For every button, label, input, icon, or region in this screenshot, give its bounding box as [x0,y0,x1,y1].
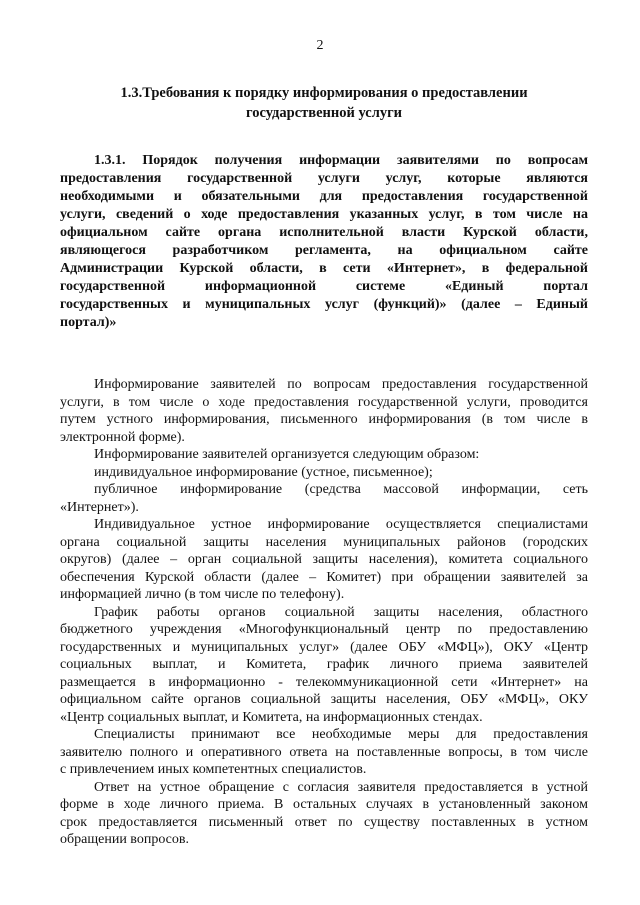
clause-1-3-1 [60,152,588,332]
body-text [60,376,588,849]
body-line: обращении вопросов. [60,832,189,847]
clause-line: необходимыми и обязательными для предоставления государственной [60,189,588,204]
body-line: Индивидуальное устное информирование осуществляется специалистами [94,517,588,532]
heading-line: государственной услуги [245,105,403,121]
body-line: индивидуальное информирование (устное, письменное); [94,464,433,480]
body-line: «Центр социальных выплат, и Комитета, на информационных стендах. [60,709,483,725]
body-line: Ответ на устное обращение с согласия заявителя предоставляется в устной [94,779,588,795]
body-line: официальном сайте органов социальной защиты населения, ОБУ «МФЦ», ОКУ [60,692,588,707]
section-heading [60,83,588,123]
heading-line: 1.3.Требования к порядку информирования о предоставлении [120,85,528,101]
body-line: государственных и муниципальных услуг» (далее ОБУ «МФЦ»), ОКУ «Центр [60,639,588,655]
clause-line: 1.3.1. Порядок получения информации заявителями по вопросам [94,153,588,168]
clause-line: предоставления государственной услуги услуг, которые являются [60,171,588,186]
body-line: Информирование заявителей организуется следующим образом: [94,447,480,462]
body-line: органа социальной защиты населения муниципальных районов (городских [60,534,588,550]
body-line: округов) (далее – орган социальной защиты населения), комитета социального [60,552,588,567]
body-line: размещается в информационно - телекоммуникационной сети «Интернет» на [60,674,588,690]
clause-line: официальном сайте органа исполнительной власти Курской области, [60,225,588,240]
body-line: с привлечением иных компетентных специалистов. [60,762,367,777]
body-line: обеспечения Курской области (далее – Комитет) при обращении заявителей за [60,569,588,585]
body-line: Информирование заявителей по вопросам предоставления государственной [94,377,588,392]
body-line: бюджетного учреждения «Многофункциональный центр по предоставлению [60,622,588,637]
page-number: 2 [316,38,324,53]
clause-line: государственной информационной системе «Единый портал [60,279,588,294]
body-line: График работы органов социальной защиты населения, областного [94,604,588,620]
clause-line: государственных и муниципальных услуг (функций)» (далее – Единый [60,297,588,312]
body-line: форме в ходе личного приема. В остальных случаях в установленный законом [60,797,588,812]
body-line: срок предоставляется письменный ответ по существу поставленных в устном [60,814,588,830]
body-line: информацией лично (в том числе по телефону). [60,587,345,602]
clause-line: услуги, сведений о ходе предоставления указанных услуг, в том числе на [60,207,588,222]
body-line: услуги, в том числе о ходе предоставления государственной услуги, проводится [60,394,588,410]
body-line: публичное информирование (средства массовой информации, сеть [94,482,588,497]
clause-line: портал)» [60,315,117,330]
clause-line: являющегося разработчиком регламента, на официальном сайте [60,243,588,258]
body-line: социальных выплат, и Комитета, график личного приема заявителей [60,657,588,672]
body-line: электронной форме). [60,429,185,445]
clause-line: Администрации Курской области, в сети «Интернет», в федеральной [60,261,588,276]
body-line: «Интернет»). [60,499,139,515]
body-line: заявителю полного и оперативного ответа на поставленные вопросы, в том числе [60,744,588,760]
body-line: путем устного информирования, письменного информирования (в том числе в [60,412,588,427]
body-line: Специалисты принимают все необходимые меры для предоставления [94,727,588,742]
